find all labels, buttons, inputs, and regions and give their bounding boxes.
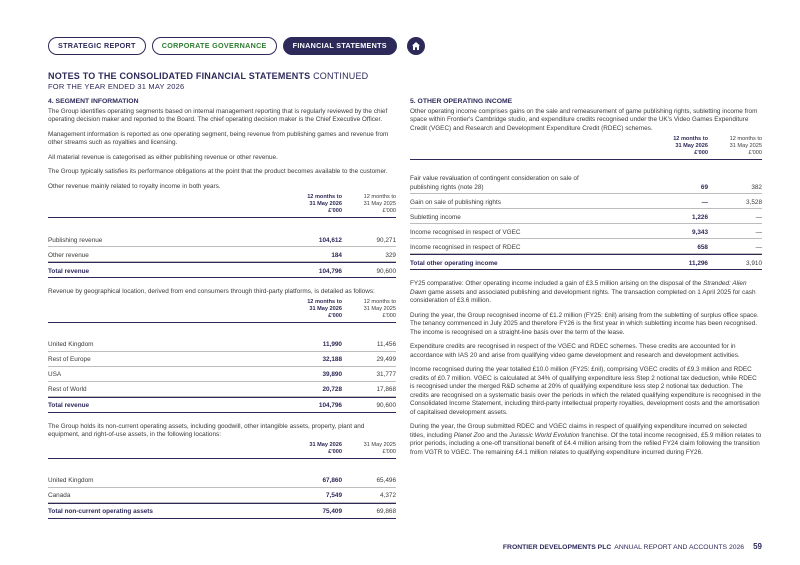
page-subtitle: FOR THE YEAR ENDED 31 MAY 2026 — [48, 82, 185, 91]
table-row: Other revenue 184 329 — [48, 247, 396, 262]
paragraph: During the year, the Group recognised income of £1.2 million (FY25: £nil) arising from the subletting of surplus office space. The tenancy commenced in July 2025 and therefore FY26 is the first year in which subletting income has been recognised. The income is recognised on a straight-line basis over the term of the lease. — [410, 311, 759, 336]
page-footer — [503, 542, 762, 551]
column-header-prior: 31 May 2025 £'000 — [363, 441, 396, 455]
table-row: Canada 7,549 4,372 — [48, 488, 396, 503]
paragraph: Income recognised during the year totalled £10.0 million (FY25: £nil), comprising VGEC credits of £9.3 million and RDEC credits of £0.7 million. VGEC is calculated at 34% of qualifying expenditure less Step 2 notional tax deduction, while RDEC is recognised under the merged R&D scheme at 20% of qualifying expenditure less step 2 notional tax deduction. The credits are recognised on a systematic basis over the periods in which the related qualifying expenditure is recognised in the Consolidated Income Statement, including third-party intellectual property royalties, development costs and the amortisation of capitalised development assets. — [410, 366, 761, 416]
paragraph: During the year, the Group submitted RDEC and VGEC claims in respect of qualifying expenditure incurred on selected titles, including Planet Zoo and the Jurassic World Evolution franchise. Of the total income recognised, £5.9 million relates to prior periods, including a one-off transitional benefit of £4.4 million arising from the refiled FY24 claim following the transition from VGTR to VGEC. The remaining £4.1 million relates to qualifying expenditure incurred during FY26. — [410, 423, 762, 456]
section-nav — [48, 37, 425, 55]
column-header-current: 12 months to 31 May 2026 £'000 — [673, 136, 708, 156]
paragraph: Other operating income comprises gains on the sale and remeasurement of game publishing rights, subletting income from space within Frontier's Cambridge studio, and expenditure credits recognised under the UK's Video Games Expenditure Credit (VGEC) and Research and Development Expenditure Credit (RDEC) schemes. — [410, 107, 758, 132]
nav-financial-statements[interactable]: FINANCIAL STATEMENTS — [283, 37, 397, 55]
table-header — [48, 194, 396, 215]
left-column — [48, 98, 396, 529]
footer-company: FRONTIER DEVELOPMENTS PLC — [502, 544, 612, 551]
section-5-heading: 5. OTHER OPERATING INCOME — [410, 98, 513, 105]
table-header — [48, 299, 396, 320]
nav-corporate-governance[interactable]: CORPORATE GOVERNANCE — [152, 37, 277, 55]
other-operating-income-table — [410, 159, 762, 270]
revenue-table — [48, 217, 396, 278]
table-row: Subletting income 1,226 — — [410, 209, 762, 224]
paragraph: Other revenue mainly related to royalty income in both years. — [48, 182, 221, 190]
section-4-heading: 4. SEGMENT INFORMATION — [48, 98, 139, 105]
table-row: United Kingdom 67,860 65,496 — [48, 473, 396, 488]
paragraph: Expenditure credits are recognised in respect of the VGEC and RDEC schemes. These credits are accounted for in accordance with IAS 20 and arise from qualifying video game development and research and development activities. — [410, 343, 740, 359]
page-number: 59 — [753, 542, 762, 551]
table-total-row: Total revenue 104,796 90,600 — [48, 397, 396, 413]
table-header — [48, 442, 396, 456]
table-row: Publishing revenue 104,612 90,271 — [48, 232, 396, 247]
table-row: Rest of World 20,728 17,868 — [48, 382, 396, 397]
table-row: Income recognised in respect of RDEC 658 — — [410, 239, 762, 254]
table-row: Fair value revaluation of contingent consideration on sale of publishing rights (note 28) 69 382 — [410, 174, 762, 194]
column-header-current: 31 May 2026 £'000 — [309, 441, 342, 455]
table-total-row: Total non-current operating assets 75,409 69,868 — [48, 503, 396, 519]
paragraph: Management information is reported as one operating segment, being revenue from publishing games and revenue from other streams such as royalties and licensing. — [48, 130, 389, 146]
table-total-row: Total revenue 104,796 90,600 — [48, 262, 396, 278]
table-row: USA 39,890 31,777 — [48, 367, 396, 382]
table-row: Gain on sale of publishing rights — 3,528 — [410, 194, 762, 209]
column-header-current: 12 months to 31 May 2026 £'000 — [307, 194, 342, 214]
table-total-row: Total other operating income 11,296 3,910 — [410, 254, 762, 270]
paragraph: The Group typically satisfies its performance obligations at the point that the product becomes available to the customer. — [48, 168, 388, 175]
nav-strategic-report[interactable]: STRATEGIC REPORT — [48, 37, 146, 55]
paragraph: FY25 comparative: Other operating income included a gain of £3.5 million arising on the disposal of the Stranded: Alien Dawn game assets and associated publishing and development rights. The transaction completed on 1 April 2025 for cash consideration of £3.6 million. — [410, 280, 756, 304]
column-header-prior: 12 months to 31 May 2025 £'000 — [363, 194, 396, 214]
page-title-text: NOTES TO THE CONSOLIDATED FINANCIAL STATEMENTS — [48, 71, 311, 81]
table-row: Income recognised in respect of VGEC 9,343 — — [410, 224, 762, 239]
paragraph: The Group identifies operating segments based on internal management reporting that is regularly reviewed by the chief operating decision maker and reported to the Board. The chief operating decision maker is the Chief Executive Officer. — [48, 107, 388, 123]
table-row: United Kingdom 11,990 11,456 — [48, 337, 396, 352]
paragraph: The Group holds its non-current operating assets, including goodwill, other intangible assets, property, plant and equipment, and right-of-use assets, in the following locations: — [48, 422, 365, 438]
table-header — [410, 136, 762, 157]
column-header-prior: 12 months to 31 May 2025 £'000 — [363, 298, 396, 319]
footer-report: ANNUAL REPORT AND ACCOUNTS 2026 — [614, 544, 745, 551]
page-title-suffix: CONTINUED — [313, 71, 369, 81]
page-title — [48, 71, 368, 81]
paragraph: Revenue by geographical location, derived from end consumers through third-party platforms, is detailed as follows: — [48, 288, 375, 295]
column-header-prior: 12 months to 31 May 2025 £'000 — [729, 136, 762, 156]
table-row: Rest of Europe 32,188 29,499 — [48, 352, 396, 367]
paragraph: All material revenue is categorised as either publishing revenue or other revenue. — [48, 153, 278, 161]
home-button[interactable] — [407, 37, 425, 55]
column-header-current: 12 months to 31 May 2026 £'000 — [307, 298, 342, 319]
right-column — [410, 98, 762, 463]
non-current-assets-table — [48, 458, 396, 519]
geographic-revenue-table — [48, 322, 396, 413]
home-icon — [411, 41, 421, 51]
